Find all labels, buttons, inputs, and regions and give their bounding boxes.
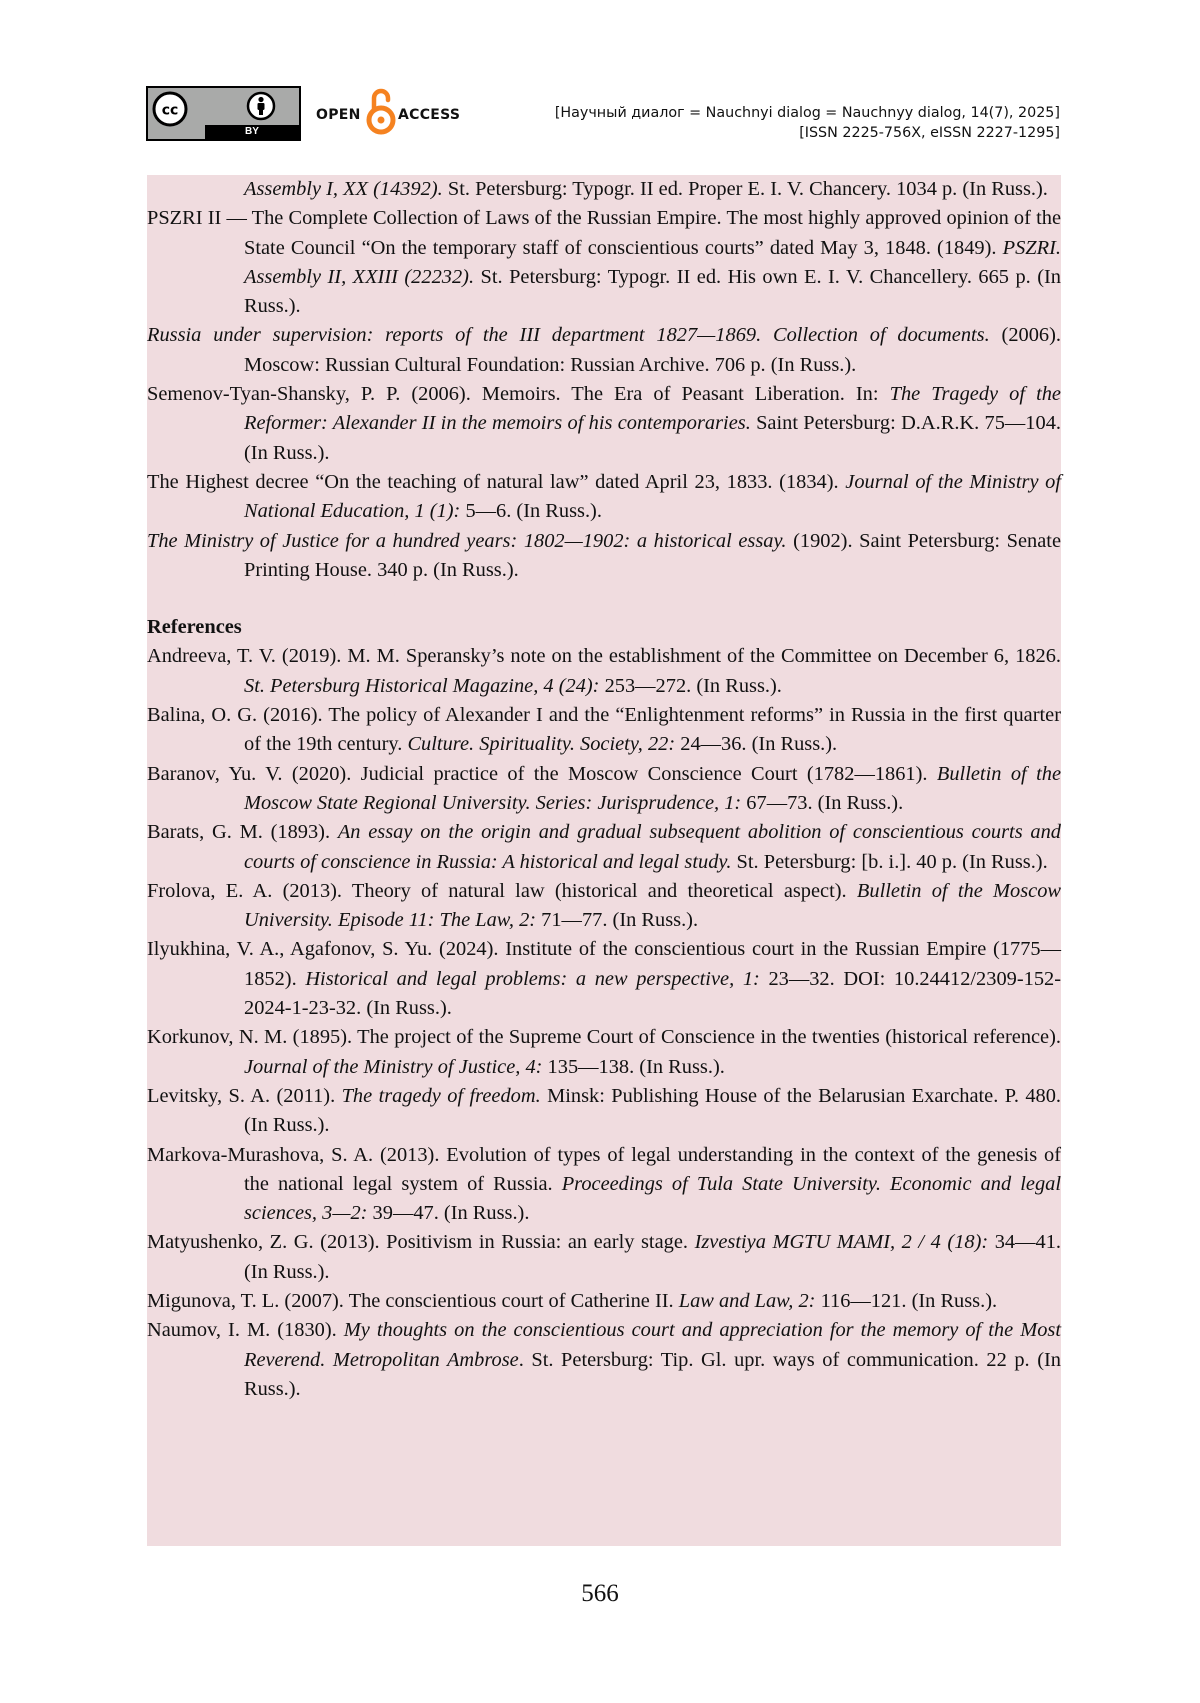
reference-text-segment: 71—77. (In Russ.). [536,909,699,932]
reference-text-segment: 39—47. (In Russ.). [367,1202,530,1225]
reference-entry [147,877,1061,936]
svg-text:cc: cc [161,102,179,119]
reference-entry [147,527,1061,586]
reference-text-segment: Barats, G. M. (1893). [147,821,338,844]
reference-text-segment: St. Petersburg: [b. i.]. 40 p. (In Russ.). [731,850,1048,873]
reference-entry [147,935,1061,1023]
reference-italic-segment: An essay on the origin and gradual subsequent abolition of conscientious courts and courts of conscience in Russia: A historical and legal study. [244,821,1061,873]
reference-text-segment: 23—32. DOI: 10.24412/2309-152-2024-1-23-32. (In Russ.). [244,967,1062,1020]
creative-commons-icon [152,91,188,127]
reference-text-segment: St. Petersburg: Typogr. II ed. His own E. I. V. Chancellery. 665 p. (In Russ.). [244,265,1062,318]
reference-text-segment: 253—272. (In Russ.). [599,674,782,697]
reference-italic-segment: Journal of the Ministry of Justice, 4: [244,1055,543,1078]
reference-italic-segment: Bulletin of the Moscow State Regional University. Series: Jurisprudence, 1: [244,762,1061,814]
reference-text-segment: Matyushenko, Z. G. (2013). Positivism in Russia: an early stage. [147,1231,695,1254]
reference-italic-segment: Assembly I, XX (14392). [244,178,443,200]
reference-entry [147,1287,1061,1316]
reference-text-segment: (1902). Saint Petersburg: Senate Printing House. 340 p. (In Russ.). [244,529,1062,581]
reference-italic-segment: Historical and legal problems: a new perspective, 1: [305,967,760,990]
reference-entry [147,701,1061,760]
open-access-access-text: ACCESS [398,107,461,123]
reference-text-segment: St. Petersburg: Typogr. II ed. Proper E. I. V. Chancery. 1034 p. (In Russ.). [442,178,1048,200]
reference-italic-segment: PSZRI. Assembly II, XXIII (22232). [244,236,1061,288]
reference-entry [147,1316,1061,1404]
sources-list [147,175,1061,585]
reference-italic-segment: The Ministry of Justice for a hundred years: 1802—1902: a historical essay. [147,529,787,552]
page-header [0,0,1200,160]
cc-by-label: BY [205,125,299,139]
reference-text-segment: 116—121. (In Russ.). [815,1289,998,1312]
reference-text-segment: Andreeva, T. V. (2019). M. M. Speransky’s note on the establishment of the Committee on December 6, 1826. [147,645,1061,668]
open-access-lock-icon [366,86,396,138]
reference-italic-segment: The Tragedy of the Reformer: Alexander II in the memoirs of his contemporaries. [244,383,1061,435]
open-access-open-text: OPEN [316,107,361,123]
reference-text-segment: Frolova, E. A. (2013). Theory of natural law (historical and theoretical aspect). [147,879,857,902]
reference-text-segment: (2006). Moscow: Russian Cultural Foundation: Russian Archive. 706 p. (In Russ.). [244,324,1061,376]
reference-entry [147,321,1061,380]
reference-italic-segment: Bulletin of the Moscow University. Episode 11: The Law, 2: [244,879,1061,932]
reference-entry [147,204,1061,321]
reference-text-segment: 34—41. (In Russ.). [244,1231,1062,1283]
reference-italic-segment: Izvestiya MGTU MAMI, 2 / 4 (18): [694,1231,989,1254]
reference-italic-segment: Law and Law, 2: [678,1289,816,1312]
reference-entry [147,468,1061,527]
reference-text-segment: . St. Petersburg: Tip. Gl. upr. ways of communication. 22 p. (In Russ.). [244,1348,1061,1400]
reference-italic-segment: My thoughts on the conscientious court and appreciation for the memory of the Most Reverend. Metropolitan Ambrose [244,1319,1062,1371]
reference-italic-segment: Culture. Spirituality. Society, 22: [407,733,676,756]
attribution-person-icon [246,91,276,121]
reference-text-segment: Balina, O. G. (2016). The policy of Alexander I and the “Enlightenment reforms” in Russia in the first quarter of the 19th century. [147,704,1061,756]
reference-text-segment: Markova-Murashova, S. A. (2013). Evolution of types of legal understanding in the context of the genesis of the national legal system of Russia. [147,1143,1061,1195]
open-access-logo [316,86,466,138]
bibliography-block [147,175,1061,1546]
reference-text-segment: 24—36. (In Russ.). [675,733,838,756]
reference-entry [147,760,1061,819]
reference-entry [147,1082,1061,1141]
reference-italic-segment: Russia under supervision: reports of the III department 1827—1869. Collection of documents. [147,324,990,347]
reference-text-segment: Korkunov, N. M. (1895). The project of the Supreme Court of Conscience in the twenties (historical reference). [147,1026,1061,1049]
reference-entry [147,642,1061,701]
reference-text-segment: The Highest decree “On the teaching of natural law” dated April 23, 1833. (1834). [147,470,846,493]
reference-entry [147,380,1061,468]
journal-citation-header [555,103,1060,143]
reference-text-segment: PSZRI II — The Complete Collection of Laws of the Russian Empire. The most highly approved opinion of the State Council “On the temporary staff of conscientious courts” dated May 3, 1848. (1849). [147,207,1061,259]
reference-entry [147,818,1061,877]
reference-text-segment: Semenov-Tyan-Shansky, P. P. (2006). Memoirs. The Era of Peasant Liberation. In: [147,383,890,406]
reference-italic-segment: Proceedings of Tula State University. Economic and legal sciences, 3—2: [244,1172,1061,1225]
reference-entry [147,1141,1061,1229]
journal-title-line: [Научный диалог = Nauchnyi dialog = Nauchnyy dialog, 14(7), 2025] [554,105,1060,121]
reference-text-segment: 67—73. (In Russ.). [741,791,904,814]
cc-by-license-badge [146,86,301,141]
reference-text-segment: Migunova, T. L. (2007). The conscientious court of Catherine II. [147,1289,679,1312]
reference-entry [147,1228,1061,1287]
reference-text-segment: Baranov, Yu. V. (2020). Judicial practice of the Moscow Conscience Court (1782—1861). [147,762,937,785]
journal-issn-line: [ISSN 2225-756X, eISSN 2227-1295] [799,125,1060,141]
reference-text-segment: Levitsky, S. A. (2011). [147,1084,342,1107]
reference-text-segment: Minsk: Publishing House of the Belarusian Exarchate. P. 480. (In Russ.). [244,1084,1061,1137]
reference-text-segment: 135—138. (In Russ.). [542,1055,725,1078]
reference-text-segment: Naumov, I. M. (1830). [147,1319,344,1342]
reference-italic-segment: St. Petersburg Historical Magazine, 4 (24): [244,674,600,697]
reference-italic-segment: The tragedy of freedom. [341,1084,541,1107]
page-number: 566 [581,1580,619,1607]
reference-text-segment: Ilyukhina, V. A., Agafonov, S. Yu. (2024). Institute of the conscientious court in the Russian Empire (1775—1852). [147,938,1061,990]
reference-entry [147,175,1061,204]
reference-italic-segment: Journal of the Ministry of National Education, 1 (1): [244,470,1061,523]
reference-text-segment: Saint Petersburg: D.A.R.K. 75—104. (In Russ.). [244,412,1061,464]
references-heading: References [147,616,242,639]
reference-text-segment: 5—6. (In Russ.). [460,500,602,523]
references-list [147,642,1061,1404]
reference-entry [147,1023,1061,1082]
